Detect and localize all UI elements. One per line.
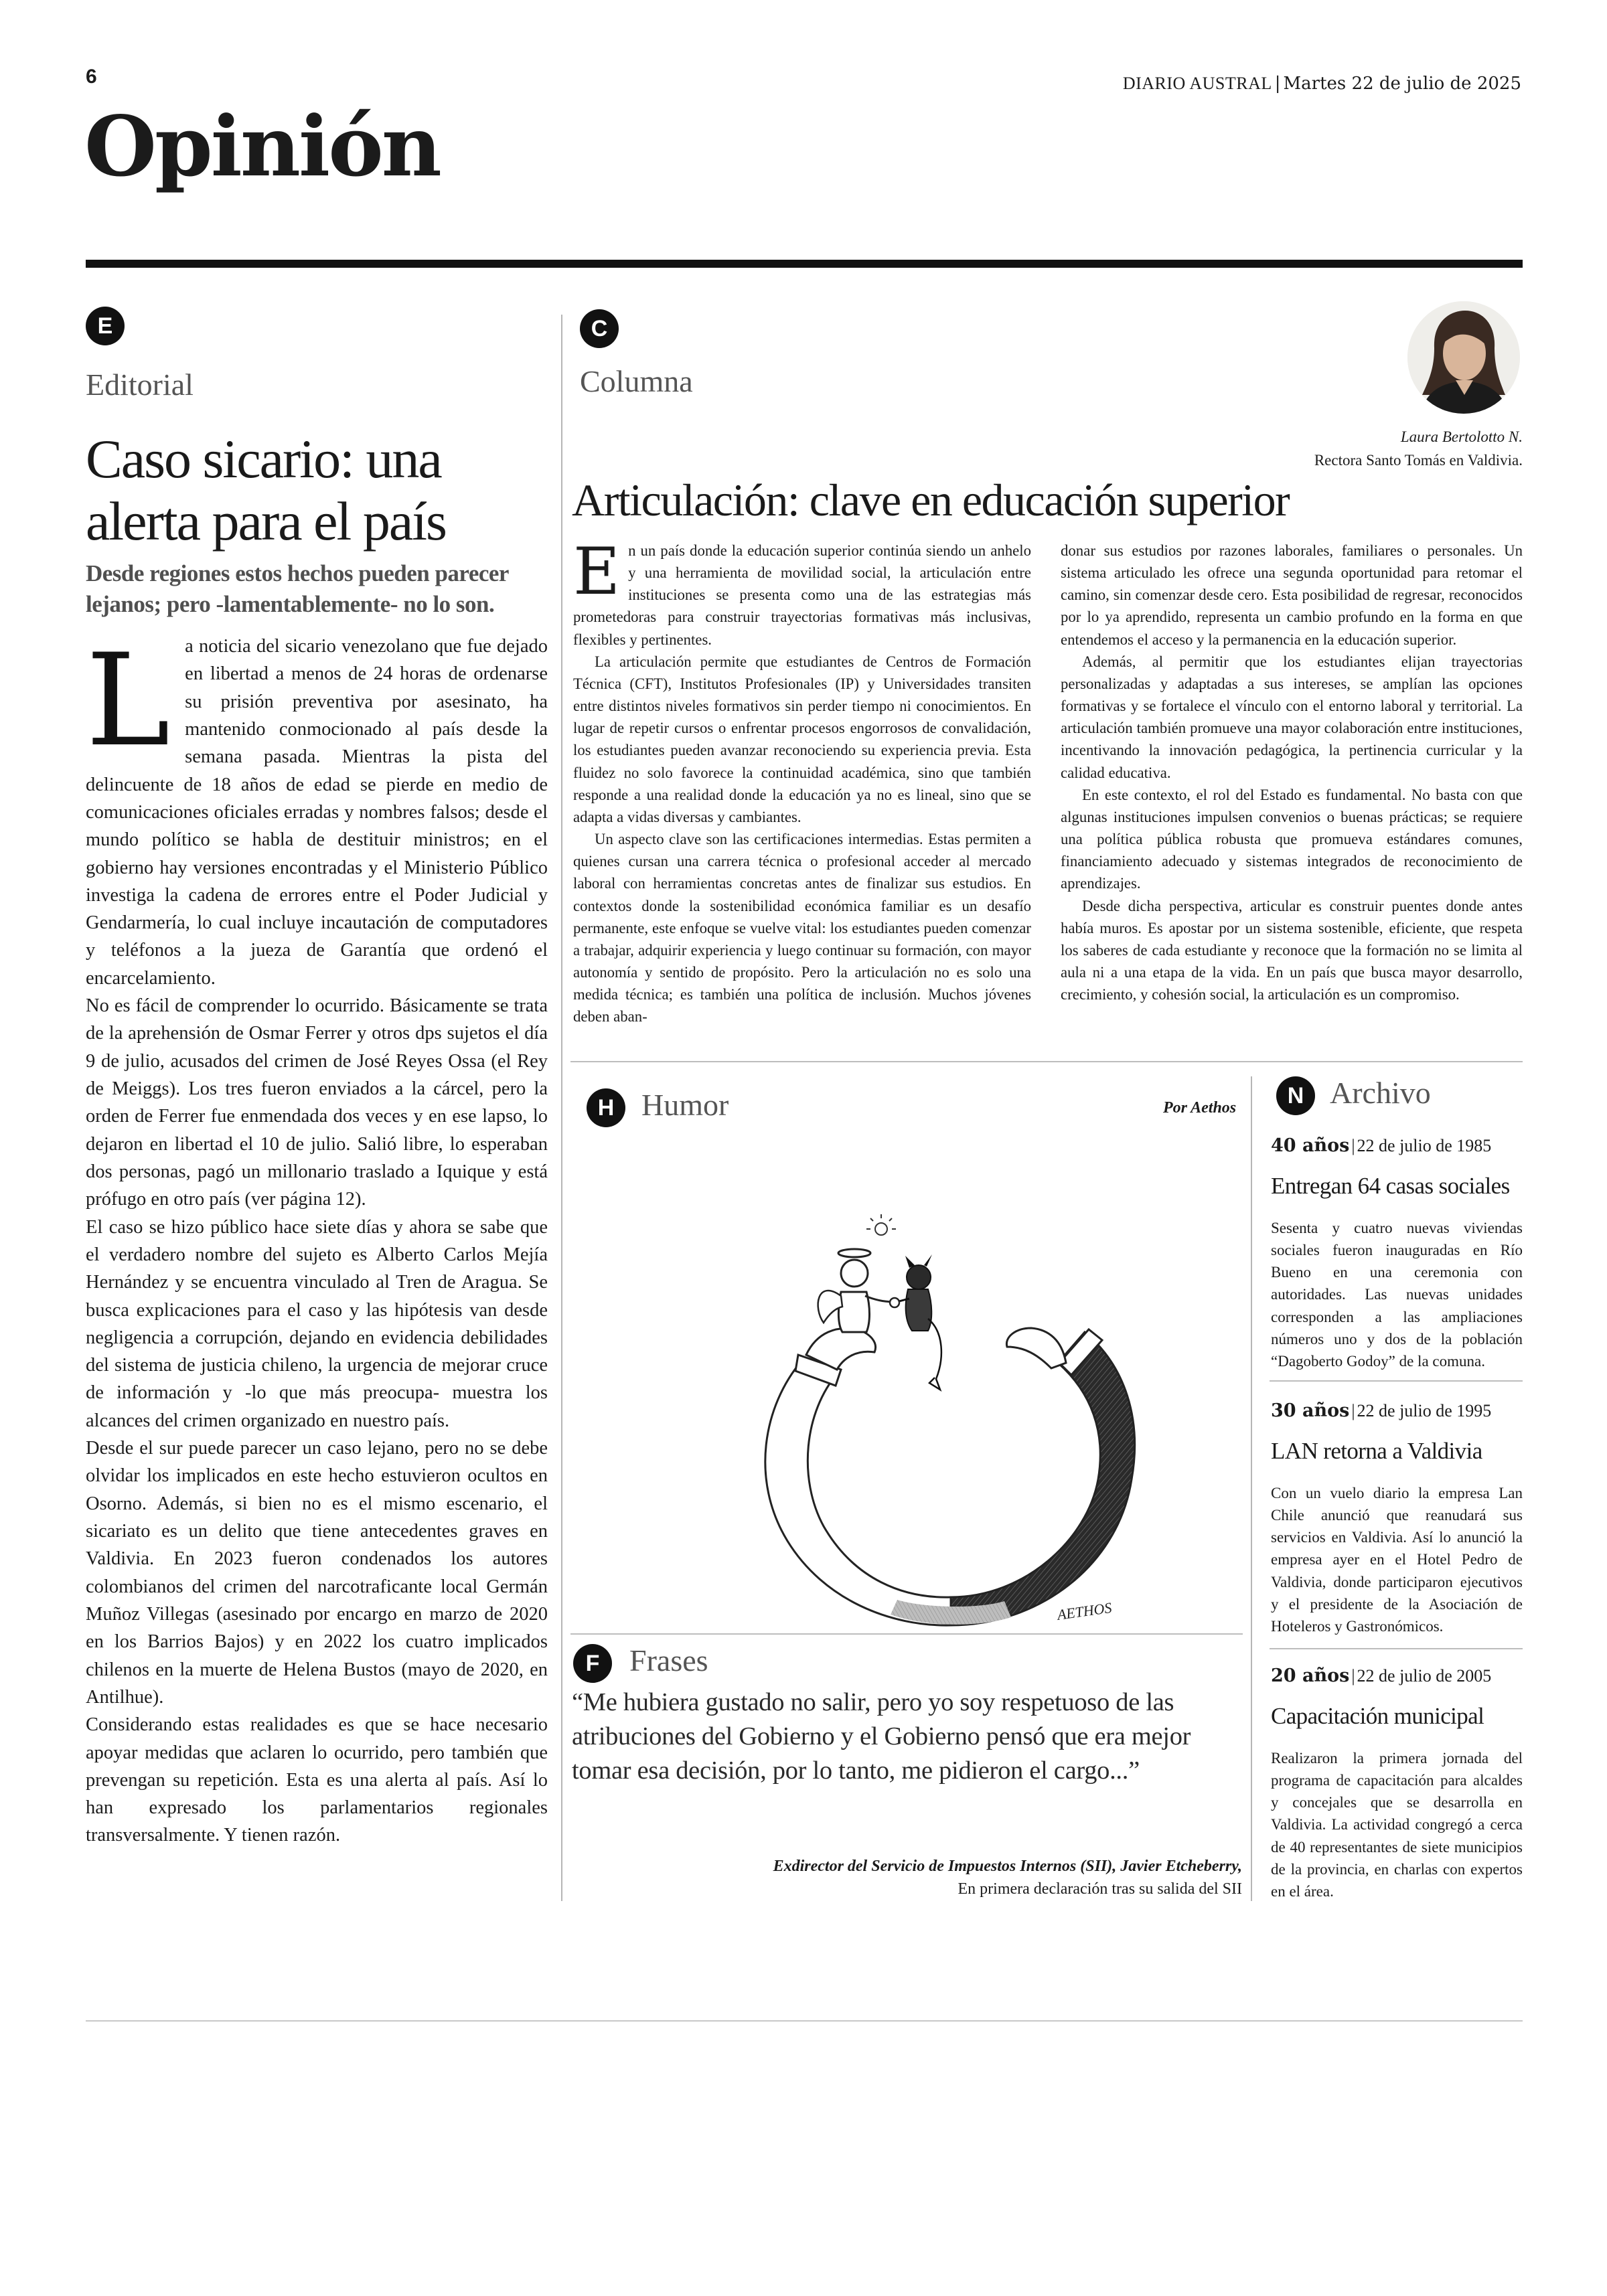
archivo-entry [1271,1135,1523,1372]
author-name: Laura Bertolotto N. [1400,428,1523,445]
archivo-entry [1271,1665,1523,1902]
archivo-entry-date: 40 años | 22 de julio de 1985 [1271,1135,1492,1156]
column-paragraph: La articulación permite que estudiantes de Centros de Formación Técnica (CFT), Institutos Profesionales (IP) y Universidades transiten entre distintos niveles formativos sin perder tiempo ni conocimientos. En lugar de repetir cursos o enfrentar procesos engorrosos de convalidación, los estudiantes pueden avanzar reconociendo su experiencia previa. Esta fluidez no solo favorece la continuidad académica, sino que también responde a una realidad donde la educación ya no es lineal, sino que se adapta a vidas diversas y cambiantes. [573,653,1031,825]
column-kicker: Columna [580,364,693,398]
masthead: DIARIO AUSTRAL | Martes 22 de julio de 2025 [1122,74,1521,94]
archivo-entry-title: LAN retorna a Valdivia [1271,1438,1482,1465]
archivo-entry-body: Sesenta y cuatro nuevas viviendas sociales fueron inauguradas en Río Bueno en una ceremonia con autoridades. Las nuevas unidades corresponden a las ampliaciones números uno y dos de la población “Dagoberto Godoy” de la comuna. [1271,1220,1523,1370]
archivo-entry-date: 20 años | 22 de julio de 2005 [1271,1665,1492,1686]
archivo-entry-body: Realizaron la primera jornada del programa de capacitación para alcaldes y concejales que se desarrolla en Valdivia. La actividad congregó a cerca de 40 representantes de siete municipios de la provincia, en charlas con expertos en el área. [1271,1750,1523,1900]
humor-badge: H [587,1088,625,1127]
cartoon-signature: AETHOS [1056,1598,1113,1623]
editorial-paragraph: Considerando estas realidades es que se hace necesario apoyar medidas que aclaren lo ocurrido, pero también que prevengan su repetición. Esta es una alerta al país. Así lo han expresado los parlamentarios regionales transversalmente. Y tienen razón. [86,1714,548,1846]
archivo-entry [1271,1400,1523,1637]
editorial-headline: Caso sicario: una alerta para el país [86,428,446,552]
column-paragraph: Desde dicha perspectiva, articular es construir puentes donde antes había muros. Es apostar por un sistema sostenible, eficiente, que respeta los saberes de cada estudiante y reconoce que la formación no se limita al aula ni a una etapa de la vida. En un país que busca mayor desarrollo, crecimiento, y cohesión social, la articulación es un compromiso. [1061,897,1523,1003]
column-text-left [573,534,1031,1028]
editorial-paragraph: El caso se hizo público hace siete días y ahora se sabe que el verdadero nombre del sujeto es Alberto Carlos Mejía Hernández y se encuentra vinculado al Tren de Aragua. Se busca explicaciones para el caso y las hipótesis van desde negligencia a corrupción, dejando en evidencia debilidades del sistema de justicia chileno, la urgencia de mejorar cruce de información y -lo que más preocupa- muestra los alcances del crimen organizado en nuestro país. [86,1216,548,1431]
issue-date: Martes 22 de julio de 2025 [1283,74,1521,94]
column-badge: C [580,309,619,348]
archivo-divider [1270,1380,1523,1382]
archivo-badge: N [1276,1076,1315,1115]
editorial-paragraph: No es fácil de comprender lo ocurrido. Básicamente se trata de la aprehensión de Osmar Ferrer y otros dps sujetos el día 9 de julio, acusados del crimen de José Reyes Ossa (el Rey de Meiggs). Los tres fueron enviados a la cárcel, pero la orden de Ferrer fue enmendada dos veces y en ese lapso, lo dejaron en libertad el 10 de julio. Salió libre, lo esperaban dos personas, pagó un millonario traslado a Iquique y está prófugo en otro país (ver página 12). [86,995,548,1210]
humor-kicker: Humor [641,1088,729,1122]
editorial-body [86,627,548,1850]
editorial-deck: Desde regiones estos hechos pueden parecer lejanos; pero -lamentablemente- no lo son. [86,560,509,617]
section-title: Opinión [84,98,440,195]
newspaper-name: DIARIO AUSTRAL [1122,74,1272,93]
archivo-entry-title: Capacitación municipal [1271,1703,1484,1730]
editorial-dropcap: L [86,627,171,774]
humor-bottom-rule [570,1633,1243,1635]
editorial-paragraph: Desde el sur puede parecer un caso lejano, pero no se debe olvidar los implicados en este hecho estuvieron ocultos en Osorno. Además, si bien no es el mismo escenario, el sicariato es un delito que tiene antecedentes graves en Valdivia. En 2023 fueron condenados los autores colombianos del crimen del narcotraficante local Germán Muñoz Villegas (asesinado por encargo en marzo de 2020 en los Barrios Bajos) y en 2022 los cuatro implicados chilenos en la muerte de Helena Bustos (mayo de 2020, en Antilhue). [86,1438,548,1708]
column-paragraph: Un aspecto clave son las certificaciones intermedias. Estas permiten a quienes cursan una carrera técnica o profesional acceder al mercado laboral con herramientas concretas antes de finalizar sus estudios. En contextos donde la sostenibilidad económica familiar es un desafío permanente, este enfoque se vuelve vital: los estudiantes pueden comenzar a trabajar, adquirir experiencia y luego continuar su formación, con mayor autonomía y sentido de propósito. Pero la articulación no es solo una medida técnica; es también una política de inclusión. Muchos jóvenes deben aban- [573,831,1031,1026]
column-text-right [1061,540,1523,1005]
column-dropcap: E [573,534,621,609]
frases-badge: F [573,1644,612,1683]
header-rule [86,260,1523,268]
frases-quote: “Me hubiera gustado no salir, pero yo soy respetuoso de las atribuciones del Gobierno y el Gobierno pensó que era mejor tomar esa decisión, por lo tanto, me pidieron el cargo...” [572,1688,1191,1785]
editorial-paragraph: La noticia del sicario venezolano que fue dejado en libertad a menos de 24 horas de ordenarse su prisión preventiva por asesinato, ha mantenido conmocionado al país desde la semana pasada. Mientras la pista del delincuente de 18 años de edad se pierde en medio de comunicaciones oficiales erradas y nombres falsos; desde el mundo político se habla de destituir ministros; en el gobierno hay versiones encontradas y el Ministerio Público investiga la cadena de errores entre el Poder Judicial y Gendarmería, lo cual incluye incautación de computadores y teléfonos a la jueza de Garantía que ordenó el encarcelamiento. [86,627,548,989]
archivo-kicker: Archivo [1330,1076,1431,1110]
frases-attribution-context: En primera declaración tras su salida del SII [958,1880,1242,1898]
column-paragraph: Además, al permitir que los estudiantes elijan trayectorias personalizadas y adaptadas a sus intereses, se amplían las opciones formativas y se fortalece el vínculo con el entorno laboral y territorial. La articulación también promueve una mayor colaboración entre instituciones, incentivando la innovación pedagógica, la pertinencia curricular y la calidad educativa. [1061,653,1523,781]
archivo-divider [1270,1648,1523,1649]
editorial-column-divider [561,315,562,1901]
author-role: Rectora Santo Tomás en Valdivia. [1314,452,1523,469]
column-paragraph: En un país donde la educación superior continúa siendo un anhelo y una herramienta de movilidad social, la articulación entre instituciones se presenta como una de las estrategias más prometedoras para construir trayectorias formativas más inclusivas, flexibles y pertinentes. [573,534,1031,648]
column-paragraph: En este contexto, el rol del Estado es fundamental. No basta con que algunas instituciones impulsen convenios o buenas prácticas; se requiere una política pública robusta que promueva estándares comunes, financiamiento adecuado y sistemas integrados de reconocimiento de aprendizajes. [1061,786,1523,892]
frases-attribution: Exdirector del Servicio de Impuestos Internos (SII), Javier Etcheberry, [773,1858,1242,1875]
editorial-kicker: Editorial [86,367,194,402]
humor-byline: Por Aethos [1163,1099,1237,1117]
archivo-entry-date: 30 años | 22 de julio de 1995 [1271,1400,1492,1421]
column-bottom-rule [570,1061,1523,1062]
archivo-entry-body: Con un vuelo diario la empresa Lan Chile anunció que reanudará sus servicios en Valdivia. Así lo anunció la empresa ayer en el Hotel Pedro de Valdivia, donde participaron ejecutivos y el presidente de la Asociación de Hoteleros y Gastronómicos. [1271,1485,1523,1635]
humor-cartoon [723,1165,1165,1647]
archivo-entry-title: Entregan 64 casas sociales [1271,1173,1510,1200]
page-bottom-rule [86,2020,1523,2022]
archivo-column-divider [1251,1076,1252,1901]
page-number: 6 [86,66,97,88]
author-photo [1407,301,1520,414]
editorial-badge: E [86,307,125,345]
frases-kicker: Frases [629,1643,708,1677]
column-headline: Articulación: clave en educación superior [572,475,1290,525]
column-paragraph: donar sus estudios por razones laborales, familiares o personales. Un sistema articulado les ofrece una segunda oportunidad para retomar el camino, sin comenzar desde cero. Esta posibilidad de regresar, reconocidos por lo ya aprendido, representa un cambio profundo en la forma en que entendemos el acceso y la permanencia en la educación superior. [1061,542,1523,648]
